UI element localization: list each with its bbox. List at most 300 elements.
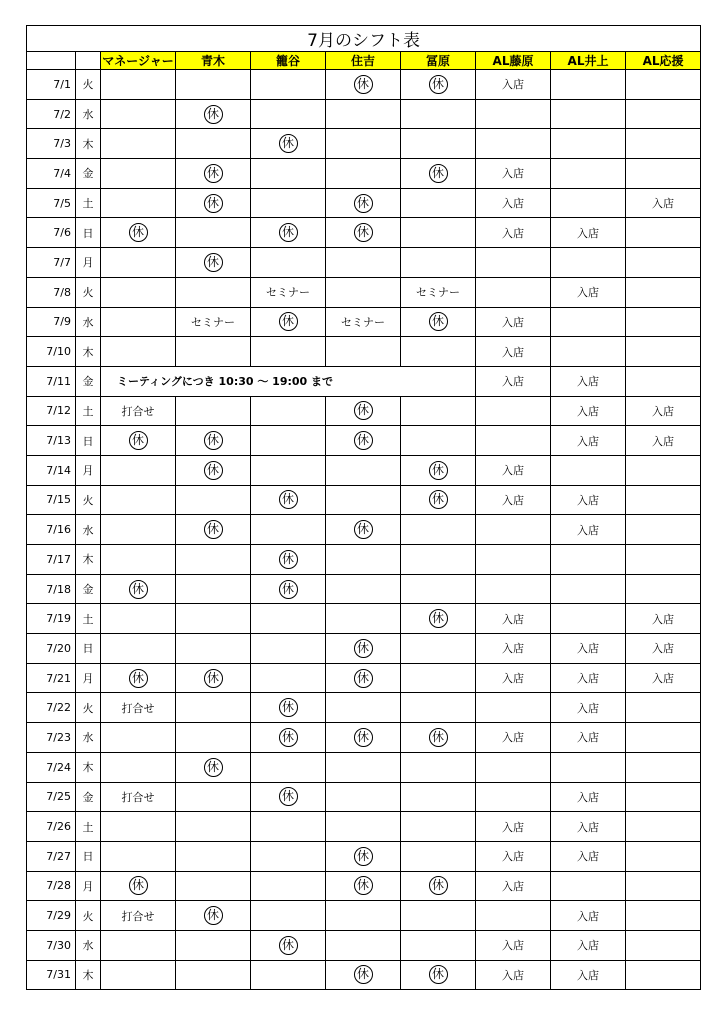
day-off-mark: 休 [204, 461, 223, 480]
day-off-mark: 休 [354, 223, 373, 242]
header-manager: マネージャー [101, 52, 176, 70]
date-cell: 7/10 [27, 337, 76, 367]
shift-cell [101, 485, 176, 515]
weekday-cell: 月 [76, 248, 101, 278]
day-off-mark: 休 [204, 431, 223, 450]
shift-cell [251, 426, 326, 456]
shift-cell [626, 99, 701, 129]
day-off-mark: 休 [429, 609, 448, 628]
shift-cell: 打合せ [101, 901, 176, 931]
shift-cell [551, 604, 626, 634]
shift-cell [251, 901, 326, 931]
shift-cell [326, 634, 401, 664]
day-off-mark: 休 [429, 965, 448, 984]
shift-cell [251, 99, 326, 129]
shift-cell [101, 930, 176, 960]
table-row [27, 782, 701, 812]
day-off-mark: 休 [429, 490, 448, 509]
shift-cell: 入店 [551, 812, 626, 842]
table-row [27, 901, 701, 931]
weekday-cell: 金 [76, 159, 101, 189]
shift-cell [476, 901, 551, 931]
shift-cell [251, 930, 326, 960]
shift-cell [101, 634, 176, 664]
weekday-cell: 木 [76, 752, 101, 782]
date-cell: 7/16 [27, 515, 76, 545]
table-row [27, 426, 701, 456]
shift-cell: 入店 [551, 782, 626, 812]
shift-cell: 入店 [476, 70, 551, 100]
shift-cell: 入店 [476, 218, 551, 248]
shift-cell [101, 545, 176, 575]
table-row [27, 218, 701, 248]
table-row [27, 871, 701, 901]
weekday-cell: 水 [76, 515, 101, 545]
day-off-mark: 休 [354, 639, 373, 658]
shift-cell [626, 960, 701, 990]
weekday-cell: 土 [76, 812, 101, 842]
day-off-mark: 休 [354, 669, 373, 688]
day-off-mark: 休 [279, 936, 298, 955]
shift-cell [401, 604, 476, 634]
shift-cell [326, 693, 401, 723]
weekday-cell: 木 [76, 337, 101, 367]
header-tomihara: 冨原 [401, 52, 476, 70]
shift-cell: 入店 [551, 693, 626, 723]
table-row [27, 663, 701, 693]
header-komoriya: 籠谷 [251, 52, 326, 70]
shift-cell: 入店 [476, 366, 551, 396]
shift-cell: 入店 [551, 901, 626, 931]
shift-cell [476, 545, 551, 575]
shift-cell [176, 841, 251, 871]
date-cell: 7/9 [27, 307, 76, 337]
shift-cell: 入店 [476, 604, 551, 634]
shift-cell [176, 574, 251, 604]
shift-cell [251, 515, 326, 545]
shift-cell [401, 307, 476, 337]
shift-cell [101, 723, 176, 753]
weekday-cell: 水 [76, 930, 101, 960]
shift-cell [551, 70, 626, 100]
shift-cell: セミナー [251, 277, 326, 307]
table-row [27, 634, 701, 664]
day-off-mark: 休 [204, 758, 223, 777]
weekday-cell: 火 [76, 485, 101, 515]
shift-cell: 入店 [476, 871, 551, 901]
shift-cell [476, 396, 551, 426]
date-cell: 7/12 [27, 396, 76, 426]
shift-cell [401, 188, 476, 218]
shift-cell [251, 812, 326, 842]
shift-cell [101, 159, 176, 189]
shift-cell [251, 455, 326, 485]
table-row [27, 337, 701, 367]
shift-cell [176, 337, 251, 367]
date-cell: 7/24 [27, 752, 76, 782]
shift-cell [101, 960, 176, 990]
day-off-mark: 休 [429, 461, 448, 480]
shift-cell [176, 634, 251, 664]
weekday-cell: 金 [76, 574, 101, 604]
shift-cell [251, 752, 326, 782]
date-cell: 7/21 [27, 663, 76, 693]
shift-cell [326, 277, 401, 307]
shift-cell [401, 159, 476, 189]
shift-cell [551, 159, 626, 189]
date-cell: 7/17 [27, 545, 76, 575]
shift-cell: 入店 [476, 455, 551, 485]
shift-cell [626, 782, 701, 812]
shift-cell [251, 337, 326, 367]
shift-cell [251, 693, 326, 723]
shift-cell [401, 663, 476, 693]
date-cell: 7/14 [27, 455, 76, 485]
shift-cell: 入店 [551, 960, 626, 990]
day-off-mark: 休 [129, 669, 148, 688]
table-row [27, 307, 701, 337]
shift-cell [251, 218, 326, 248]
shift-cell [326, 960, 401, 990]
shift-cell [626, 693, 701, 723]
date-cell: 7/11 [27, 366, 76, 396]
shift-cell [101, 515, 176, 545]
shift-cell [176, 812, 251, 842]
date-cell: 7/27 [27, 841, 76, 871]
shift-cell [476, 277, 551, 307]
shift-cell [251, 960, 326, 990]
day-off-mark: 休 [204, 520, 223, 539]
shift-cell [251, 545, 326, 575]
shift-cell [551, 129, 626, 159]
shift-cell [401, 901, 476, 931]
shift-cell [401, 841, 476, 871]
date-cell: 7/30 [27, 930, 76, 960]
shift-cell [176, 515, 251, 545]
shift-cell [101, 663, 176, 693]
weekday-cell: 火 [76, 901, 101, 931]
shift-cell: セミナー [326, 307, 401, 337]
shift-cell [401, 634, 476, 664]
shift-cell [176, 188, 251, 218]
shift-cell: 入店 [551, 396, 626, 426]
page-title: 7月のシフト表 [27, 26, 701, 52]
shift-cell [401, 218, 476, 248]
day-off-mark: 休 [129, 876, 148, 895]
shift-cell [326, 545, 401, 575]
table-row [27, 485, 701, 515]
header-row [27, 52, 701, 70]
shift-cell [101, 248, 176, 278]
shift-cell [176, 159, 251, 189]
shift-cell: 入店 [626, 426, 701, 456]
shift-cell [626, 515, 701, 545]
shift-cell [251, 129, 326, 159]
shift-cell [551, 752, 626, 782]
shift-cell [626, 337, 701, 367]
shift-cell [476, 574, 551, 604]
table-row [27, 129, 701, 159]
shift-cell [626, 248, 701, 278]
shift-cell [176, 277, 251, 307]
table-row [27, 188, 701, 218]
shift-cell [176, 752, 251, 782]
shift-cell [626, 871, 701, 901]
shift-cell [626, 218, 701, 248]
shift-cell [401, 248, 476, 278]
day-off-mark: 休 [354, 965, 373, 984]
shift-cell [176, 782, 251, 812]
shift-cell [176, 545, 251, 575]
day-off-mark: 休 [279, 787, 298, 806]
shift-cell [626, 901, 701, 931]
shift-cell: 入店 [551, 218, 626, 248]
shift-cell [326, 604, 401, 634]
weekday-cell: 土 [76, 604, 101, 634]
shift-cell [401, 960, 476, 990]
day-off-mark: 休 [279, 580, 298, 599]
shift-cell [476, 129, 551, 159]
date-cell: 7/31 [27, 960, 76, 990]
shift-cell [101, 812, 176, 842]
shift-cell [626, 545, 701, 575]
day-off-mark: 休 [429, 876, 448, 895]
shift-cell: 入店 [551, 366, 626, 396]
shift-cell [401, 455, 476, 485]
shift-cell [326, 485, 401, 515]
day-off-mark: 休 [204, 194, 223, 213]
shift-cell [551, 455, 626, 485]
shift-cell [476, 782, 551, 812]
shift-cell [101, 129, 176, 159]
shift-cell [251, 782, 326, 812]
shift-cell: 入店 [626, 396, 701, 426]
shift-cell: 入店 [476, 960, 551, 990]
weekday-cell: 木 [76, 129, 101, 159]
date-cell: 7/4 [27, 159, 76, 189]
shift-cell: 入店 [551, 634, 626, 664]
shift-cell [176, 396, 251, 426]
date-cell: 7/15 [27, 485, 76, 515]
shift-cell [401, 723, 476, 753]
shift-cell [626, 159, 701, 189]
day-off-mark: 休 [429, 75, 448, 94]
day-off-mark: 休 [429, 312, 448, 331]
shift-cell [101, 604, 176, 634]
day-off-mark: 休 [279, 223, 298, 242]
shift-cell [626, 723, 701, 753]
shift-cell [251, 871, 326, 901]
weekday-cell: 日 [76, 634, 101, 664]
shift-cell [401, 574, 476, 604]
date-cell: 7/7 [27, 248, 76, 278]
shift-cell: 入店 [551, 485, 626, 515]
date-cell: 7/25 [27, 782, 76, 812]
shift-cell [326, 515, 401, 545]
shift-cell [326, 455, 401, 485]
day-off-mark: 休 [279, 728, 298, 747]
table-row [27, 159, 701, 189]
shift-cell [326, 248, 401, 278]
date-cell: 7/2 [27, 99, 76, 129]
date-cell: 7/3 [27, 129, 76, 159]
table-row [27, 752, 701, 782]
header-sumiyoshi: 住吉 [326, 52, 401, 70]
day-off-mark: 休 [204, 164, 223, 183]
shift-cell [101, 871, 176, 901]
shift-cell [326, 99, 401, 129]
day-off-mark: 休 [354, 401, 373, 420]
shift-cell [101, 455, 176, 485]
date-cell: 7/19 [27, 604, 76, 634]
day-off-mark: 休 [279, 490, 298, 509]
header-al-support: AL応援 [626, 52, 701, 70]
date-cell: 7/5 [27, 188, 76, 218]
shift-cell [401, 337, 476, 367]
weekday-cell: 金 [76, 366, 101, 396]
table-row [27, 604, 701, 634]
day-off-mark: 休 [204, 669, 223, 688]
shift-cell [251, 248, 326, 278]
shift-cell [176, 455, 251, 485]
day-off-mark: 休 [279, 312, 298, 331]
table-row [27, 574, 701, 604]
weekday-cell: 日 [76, 841, 101, 871]
shift-cell [176, 485, 251, 515]
day-off-mark: 休 [354, 847, 373, 866]
shift-cell [626, 277, 701, 307]
shift-cell [401, 871, 476, 901]
date-cell: 7/22 [27, 693, 76, 723]
shift-cell [101, 426, 176, 456]
day-off-mark: 休 [354, 194, 373, 213]
header-al-inoue: AL井上 [551, 52, 626, 70]
shift-cell [401, 545, 476, 575]
shift-cell: 打合せ [101, 693, 176, 723]
day-off-mark: 休 [429, 728, 448, 747]
shift-cell [626, 366, 701, 396]
shift-cell [551, 545, 626, 575]
shift-cell [401, 930, 476, 960]
date-cell: 7/26 [27, 812, 76, 842]
shift-cell: 入店 [476, 841, 551, 871]
shift-cell [326, 841, 401, 871]
weekday-cell: 月 [76, 871, 101, 901]
shift-cell [251, 663, 326, 693]
day-off-mark: 休 [129, 223, 148, 242]
shift-cell: 入店 [476, 337, 551, 367]
shift-cell: 入店 [476, 159, 551, 189]
shift-cell [176, 901, 251, 931]
shift-cell [176, 426, 251, 456]
shift-cell [401, 782, 476, 812]
weekday-cell: 土 [76, 396, 101, 426]
shift-cell [401, 426, 476, 456]
shift-cell [176, 930, 251, 960]
shift-cell: 入店 [551, 723, 626, 753]
shift-cell [551, 337, 626, 367]
date-cell: 7/28 [27, 871, 76, 901]
shift-cell [551, 307, 626, 337]
date-cell: 7/1 [27, 70, 76, 100]
shift-cell [251, 485, 326, 515]
weekday-cell: 火 [76, 70, 101, 100]
date-cell: 7/13 [27, 426, 76, 456]
shift-cell [101, 307, 176, 337]
shift-cell: 打合せ [101, 396, 176, 426]
shift-cell: 入店 [551, 663, 626, 693]
day-off-mark: 休 [354, 728, 373, 747]
table-row [27, 515, 701, 545]
shift-cell: 入店 [476, 812, 551, 842]
date-cell: 7/6 [27, 218, 76, 248]
shift-cell [251, 604, 326, 634]
shift-cell [476, 752, 551, 782]
shift-cell [401, 752, 476, 782]
weekday-cell: 木 [76, 960, 101, 990]
shift-cell [251, 574, 326, 604]
shift-cell: 入店 [551, 515, 626, 545]
shift-table [26, 25, 701, 990]
shift-cell [476, 515, 551, 545]
shift-cell [326, 812, 401, 842]
shift-cell [176, 218, 251, 248]
shift-cell: 入店 [476, 663, 551, 693]
shift-cell [176, 99, 251, 129]
shift-cell [476, 99, 551, 129]
shift-cell [551, 188, 626, 218]
shift-cell [626, 485, 701, 515]
shift-cell [476, 426, 551, 456]
shift-cell [476, 248, 551, 278]
shift-cell [326, 663, 401, 693]
weekday-cell: 金 [76, 782, 101, 812]
day-off-mark: 休 [204, 253, 223, 272]
header-aoki: 青木 [176, 52, 251, 70]
shift-cell: 打合せ [101, 782, 176, 812]
shift-cell [401, 396, 476, 426]
shift-cell [326, 218, 401, 248]
shift-cell [101, 841, 176, 871]
date-cell: 7/18 [27, 574, 76, 604]
table-row [27, 70, 701, 100]
header-blank-weekday [76, 52, 101, 70]
shift-cell [251, 634, 326, 664]
shift-cell [251, 159, 326, 189]
table-row [27, 545, 701, 575]
date-cell: 7/29 [27, 901, 76, 931]
shift-cell [326, 871, 401, 901]
day-off-mark: 休 [354, 876, 373, 895]
shift-cell [176, 960, 251, 990]
shift-cell: 入店 [476, 188, 551, 218]
shift-cell [401, 70, 476, 100]
shift-cell [551, 871, 626, 901]
shift-cell: 入店 [476, 723, 551, 753]
weekday-cell: 火 [76, 693, 101, 723]
shift-cell [176, 604, 251, 634]
shift-cell [626, 812, 701, 842]
shift-cell [401, 99, 476, 129]
weekday-cell: 木 [76, 545, 101, 575]
shift-cell: 入店 [476, 485, 551, 515]
shift-cell: 入店 [476, 307, 551, 337]
table-row [27, 812, 701, 842]
day-off-mark: 休 [204, 105, 223, 124]
shift-cell [101, 574, 176, 604]
shift-cell [101, 99, 176, 129]
shift-cell [176, 129, 251, 159]
